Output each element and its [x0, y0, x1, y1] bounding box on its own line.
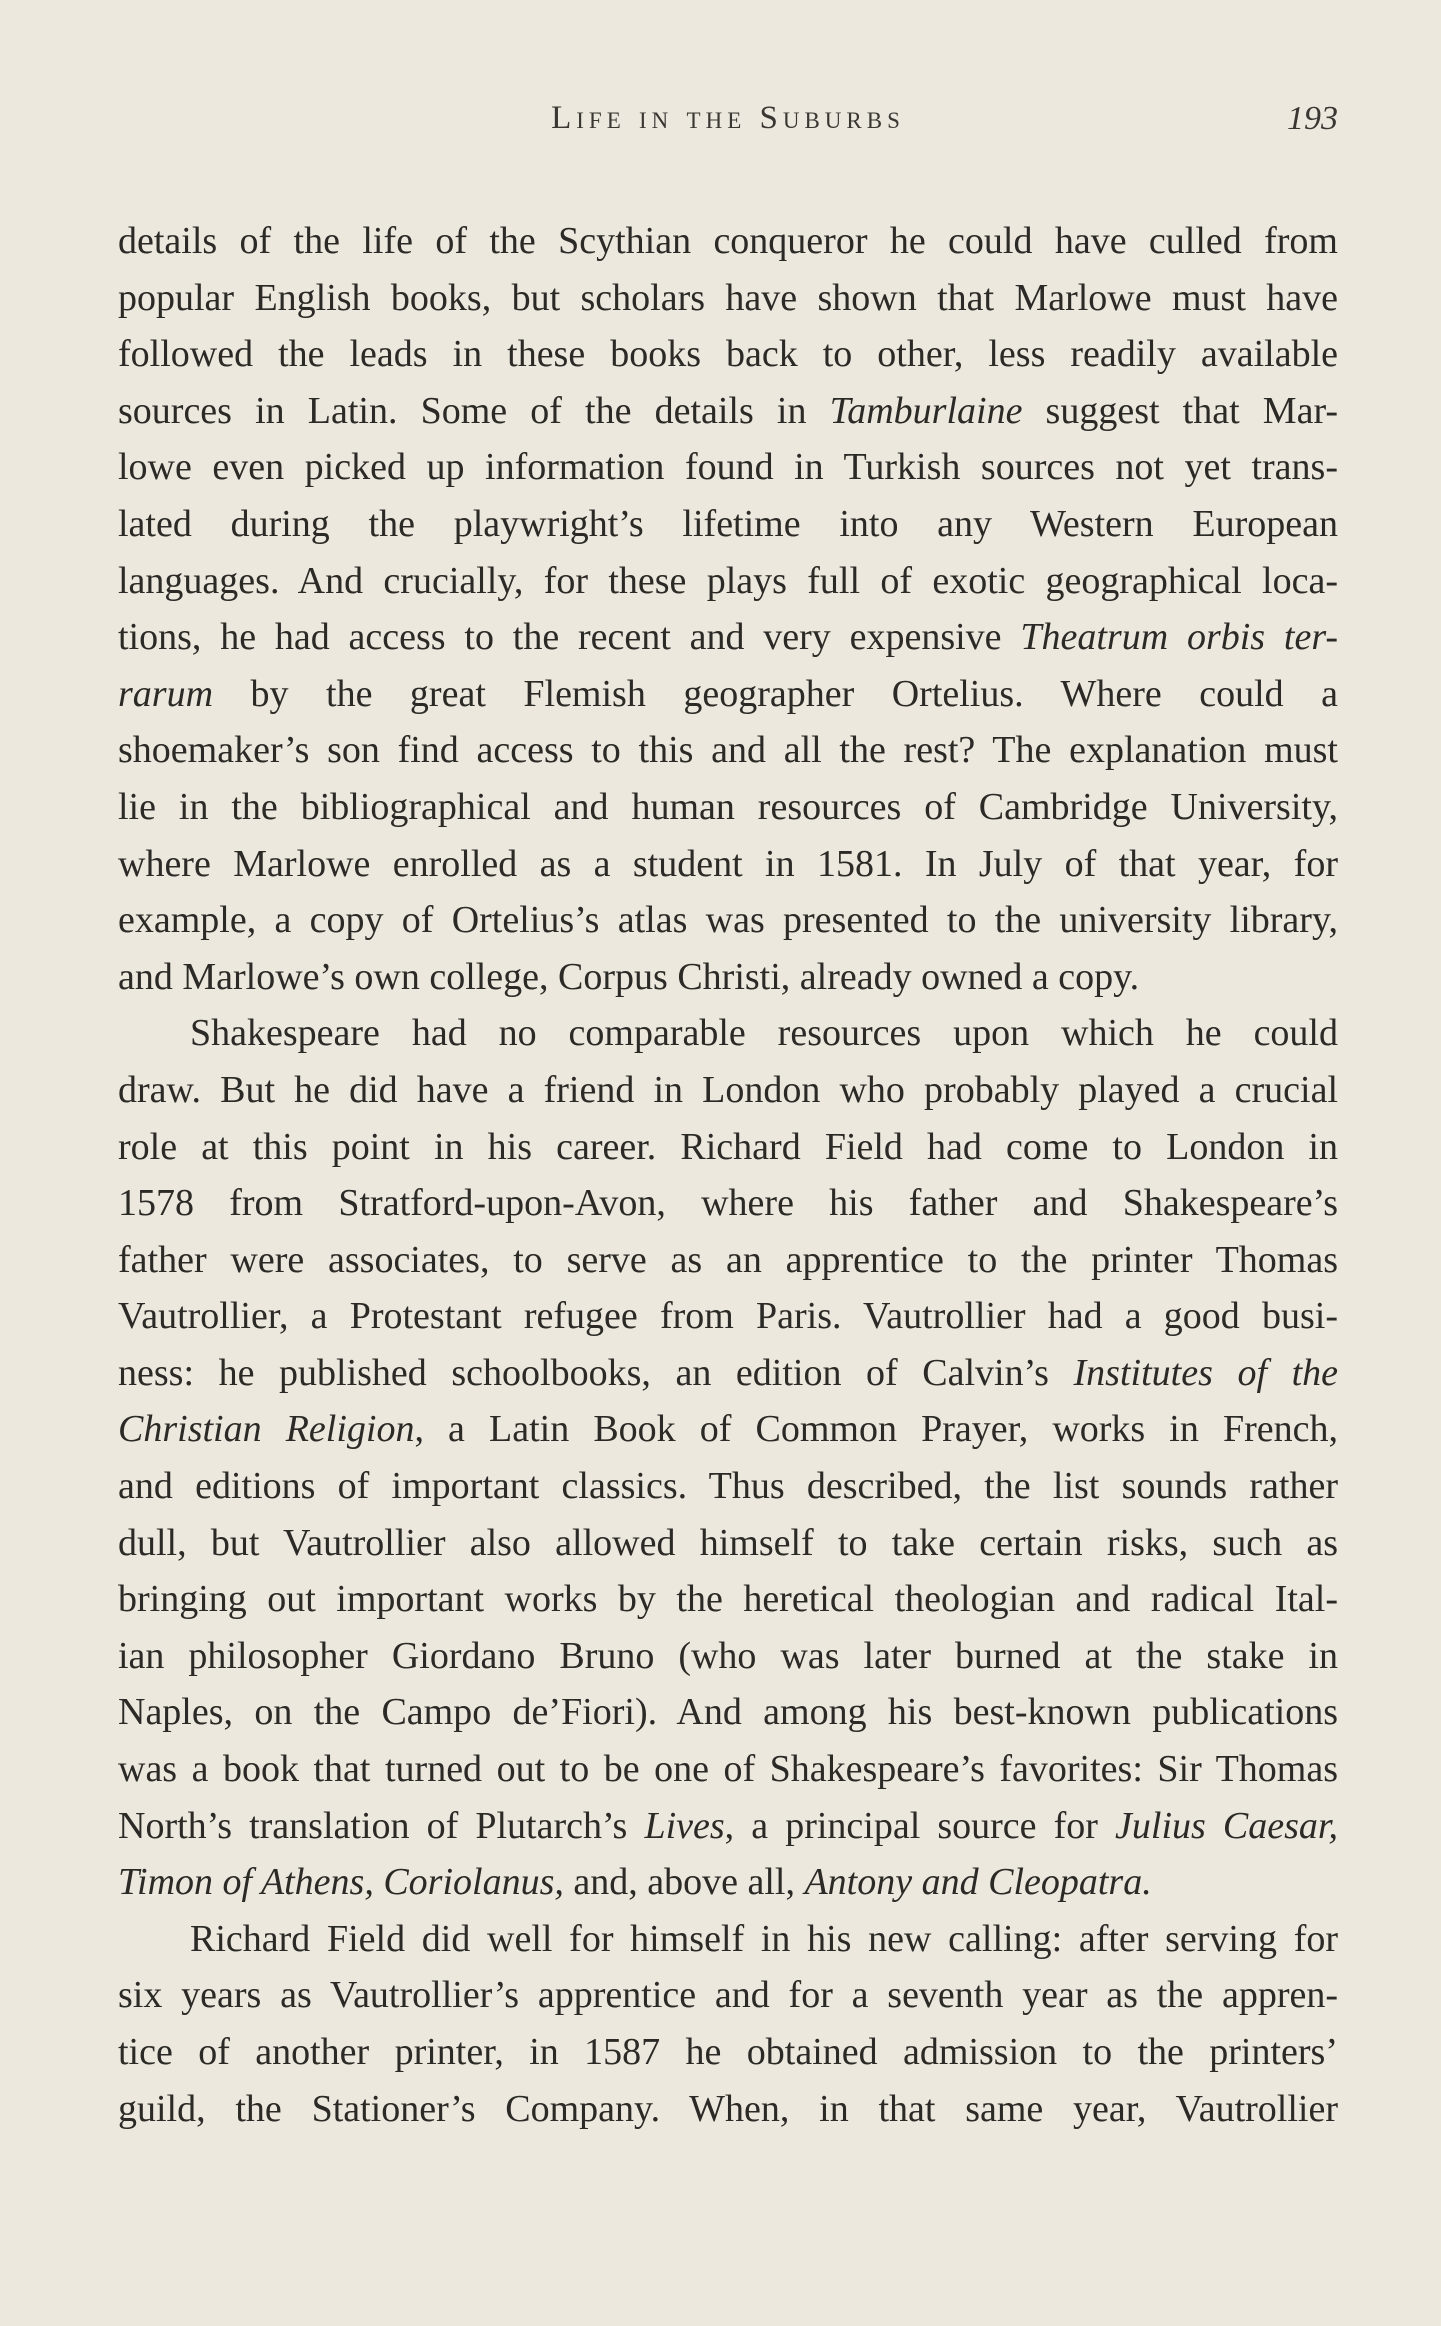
text-line — [118, 1741, 1338, 1798]
text-line — [118, 892, 1338, 949]
text-run: popular English books, but scholars have shown that Marlowe must have — [118, 276, 1338, 319]
italic-title-text: Theatrum orbis ter- — [1020, 616, 1338, 659]
text-run: lie in the bibliographical and human resources of Cambridge University, — [118, 785, 1338, 828]
body-text — [118, 213, 1338, 2137]
text-run: role at this point in his career. Richard Field had come to London in — [118, 1125, 1338, 1168]
text-run: example, a copy of Ortelius’s atlas was presented to the university library, — [118, 899, 1338, 942]
text-line — [118, 779, 1338, 836]
text-line — [118, 1684, 1338, 1741]
text-line — [118, 1967, 1338, 2024]
text-run: was a book that turned out to be one of Shakespeare’s favorites: Sir Thomas — [118, 1748, 1338, 1791]
text-line — [118, 1062, 1338, 1119]
text-line — [118, 270, 1338, 327]
italic-title-text: Lives — [644, 1804, 725, 1847]
text-run: followed the leads in these books back to other, less readily available — [118, 333, 1338, 376]
text-run: lowe even picked up information found in Turkish sources not yet trans- — [118, 446, 1338, 489]
text-line — [118, 496, 1338, 553]
paragraph — [118, 213, 1338, 1005]
text-run: Richard Field did well for himself in his new calling: after serving for — [190, 1917, 1338, 1960]
text-run: 1578 from Stratford-upon-Avon, where his father and Shakespeare’s — [118, 1182, 1338, 1225]
italic-title-text: Christian Religion — [118, 1408, 415, 1451]
text-run: North’s translation of Plutarch’s — [118, 1804, 645, 1847]
text-run: tions, he had access to the recent and very expensive — [118, 616, 1021, 659]
italic-title-text: Tamburlaine — [829, 389, 1023, 432]
text-line — [118, 439, 1338, 496]
text-line — [118, 1854, 1338, 1911]
text-run: and Marlowe’s own college, Corpus Christi, already owned a copy. — [118, 955, 1140, 998]
text-run: guild, the Stationer’s Company. When, in that same year, Vautrollier — [118, 2087, 1338, 2130]
text-run: lated during the playwright’s lifetime into any Western European — [118, 502, 1338, 545]
text-run: Naples, on the Campo de’Fiori). And among his best-known publications — [118, 1691, 1338, 1734]
italic-title-text: Institutes of the — [1073, 1351, 1339, 1394]
text-line — [118, 1401, 1338, 1458]
running-head-title: Life in the Suburbs — [551, 100, 905, 136]
text-run: where Marlowe enrolled as a student in 1581. In July of that year, for — [118, 842, 1338, 885]
text-run: bringing out important works by the heretical theologian and radical Ital- — [118, 1578, 1338, 1621]
text-line — [118, 666, 1338, 723]
text-run: , a principal source for — [724, 1804, 1116, 1847]
text-line — [118, 1232, 1338, 1289]
paragraph — [118, 1005, 1338, 1911]
text-line — [118, 1458, 1338, 1515]
text-run: and, above all, — [563, 1861, 805, 1904]
text-line — [118, 1119, 1338, 1176]
paragraph — [118, 1911, 1338, 2137]
italic-title-text: Timon of Athens, Coriolanus, — [118, 1861, 564, 1904]
text-line — [118, 213, 1338, 270]
text-run: ian philosopher Giordano Bruno (who was later burned at the stake in — [118, 1634, 1338, 1677]
text-line — [118, 1288, 1338, 1345]
italic-title-text: Antony and Cleopatra. — [804, 1861, 1152, 1904]
italic-title-text: rarum — [118, 672, 214, 715]
text-line — [118, 1798, 1338, 1855]
text-line — [118, 326, 1338, 383]
page-number: 193 — [1287, 100, 1338, 137]
text-line — [118, 836, 1338, 893]
text-run: draw. But he did have a friend in London who probably played a crucial — [118, 1068, 1338, 1111]
text-line — [118, 383, 1338, 440]
text-run: languages. And crucially, for these plays full of exotic geographical loca- — [118, 559, 1338, 602]
text-line — [118, 1571, 1338, 1628]
text-line — [118, 1911, 1338, 1968]
running-head — [118, 100, 1338, 160]
text-run: tice of another printer, in 1587 he obtained admission to the printers’ — [118, 2031, 1338, 2073]
text-run: and editions of important classics. Thus described, the list sounds rather — [118, 1465, 1338, 1508]
text-run: , a Latin Book of Common Prayer, works in French, — [414, 1408, 1338, 1451]
text-line — [118, 553, 1338, 610]
text-run: father were associates, to serve as an apprentice to the printer Thomas — [118, 1238, 1338, 1281]
text-run: ness: he published schoolbooks, an edition of Calvin’s — [118, 1351, 1074, 1394]
text-line — [118, 949, 1338, 1006]
text-line — [118, 2024, 1338, 2081]
text-run: Shakespeare had no comparable resources upon which he could — [190, 1012, 1338, 1055]
text-line — [118, 1005, 1338, 1062]
text-line — [118, 1175, 1338, 1232]
text-run: by the great Flemish geographer Ortelius. Where could a — [213, 672, 1338, 715]
text-run: shoemaker’s son find access to this and all the rest? The explanation must — [118, 729, 1338, 772]
text-run: Vautrollier, a Protestant refugee from Paris. Vautrollier had a good busi- — [118, 1295, 1338, 1338]
text-line — [118, 2081, 1338, 2138]
text-line — [118, 1345, 1338, 1402]
text-line — [118, 722, 1338, 779]
text-line — [118, 609, 1338, 666]
text-run: dull, but Vautrollier also allowed himself to take certain risks, such as — [118, 1521, 1338, 1564]
text-run: suggest that Mar- — [1022, 389, 1338, 432]
text-run: sources in Latin. Some of the details in — [118, 389, 830, 432]
italic-title-text: Julius Caesar, — [1115, 1804, 1338, 1847]
text-line — [118, 1628, 1338, 1685]
text-run: six years as Vautrollier’s apprentice and for a seventh year as the appren- — [118, 1974, 1338, 2017]
text-line — [118, 1515, 1338, 1572]
text-run: details of the life of the Scythian conqueror he could have culled from — [118, 220, 1338, 262]
